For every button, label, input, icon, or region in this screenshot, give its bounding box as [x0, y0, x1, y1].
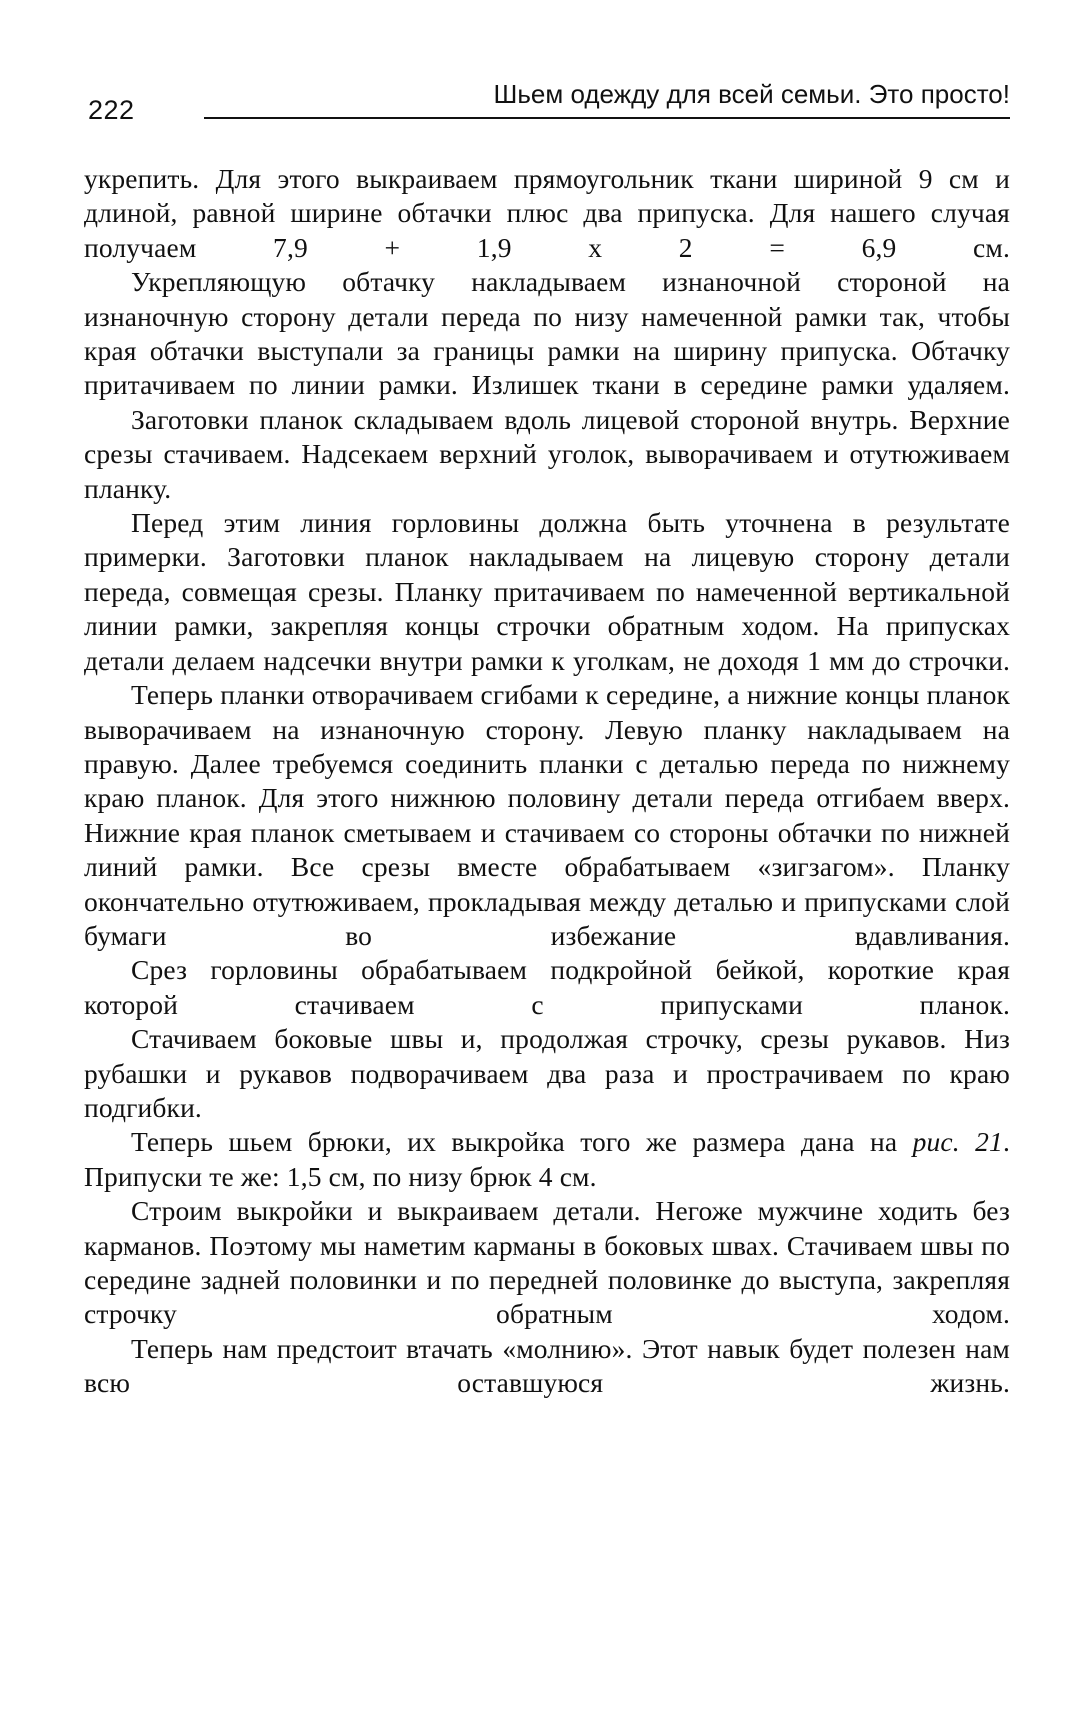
paragraph-neck-edge: Срез горловины обрабатываем подкройной бейкой, короткие края которой стачиваем с припусками планок.: [84, 954, 1010, 1020]
body-text: [84, 162, 1010, 1401]
trousers-text-after: . Припуски те же: 1,5 см, по низу брюк 4 см.: [84, 1126, 1010, 1192]
paragraph-pockets: Строим выкройки и выкраиваем детали. Негоже мужчине ходить без карманов. Поэтому мы наметим карманы в боковых швах. Стачиваем швы по середине задней половинки и по передней половинке до выступа, закрепляя строчку обратным ходом.: [84, 1195, 1010, 1330]
paragraph-plackets-turn: Теперь планки отворачиваем сгибами к середине, а нижние концы планок выворачиваем на изнаночную сторону. Левую планку накладываем на правую. Далее требуемся соединить планки с деталью переда по нижнему краю планок. Для этого нижнюю половину детали переда отгибаем вверх. Нижние края планок сметываем и стачиваем со стороны обтачки по нижней линий рамки. Все срезы вместе обрабатываем «зигзагом». Планку окончательно отутюживаем, прокладывая между деталью и припусками слой бумаги во избежание вдавливания.: [84, 679, 1010, 951]
figure-reference: рис. 21: [912, 1126, 1003, 1158]
page-number: 222: [88, 95, 135, 125]
paragraph-trousers: [84, 1125, 1010, 1194]
paragraph-zipper: Теперь нам предстоит втачать «молнию». Этот навык будет полезен нам всю оставшуюся жизнь.: [84, 1332, 1010, 1399]
paragraph-side-seams: Стачиваем боковые швы и, продолжая строчку, срезы рукавов. Низ рубашки и рукавов подворачиваем два раза и прострачиваем по краю подгибки.: [84, 1023, 1010, 1123]
page-header: [88, 78, 1010, 128]
paragraph-placket-blanks: Заготовки планок складываем вдоль лицевой стороной внутрь. Верхние срезы стачиваем. Надсекаем верхний уголок, выворачиваем и отутюживаем планку.: [84, 403, 1010, 504]
paragraph-reinforcing-facing: Укрепляющую обтачку накладываем изнаночной стороной на изнаночную сторону детали переда по низу намеченной рамки так, чтобы края обтачки выступали за границы рамки на ширину припуска. Обтачку притачиваем по линии рамки. Излишек ткани в середине рамки удаляем.: [84, 266, 1010, 401]
header-rule: [204, 117, 1010, 119]
paragraph-neckline-fitting: Перед этим линия горловины должна быть уточнена в результате примерки. Заготовки планок накладываем на лицевую сторону детали переда, совмещая срезы. Планку притачиваем по намеченной вертикальной линии рамки, закрепляя концы строчки обратным ходом. На припусках детали делаем надсечки внутри рамки к уголкам, не доходя 1 мм до строчки.: [84, 507, 1010, 676]
paragraph-continuation: укрепить. Для этого выкраиваем прямоугольник ткани шириной 9 см и длиной, равной ширине обтачки плюс два припуска. Для нашего случая получаем 7,9 + 1,9 х 2 = 6,9 см.: [84, 163, 1010, 263]
trousers-text-before: Теперь шьем брюки, их выкройка того же размера дана на: [131, 1126, 913, 1158]
running-title: Шьем одежду для всей семьи. Это просто!: [493, 79, 1010, 109]
